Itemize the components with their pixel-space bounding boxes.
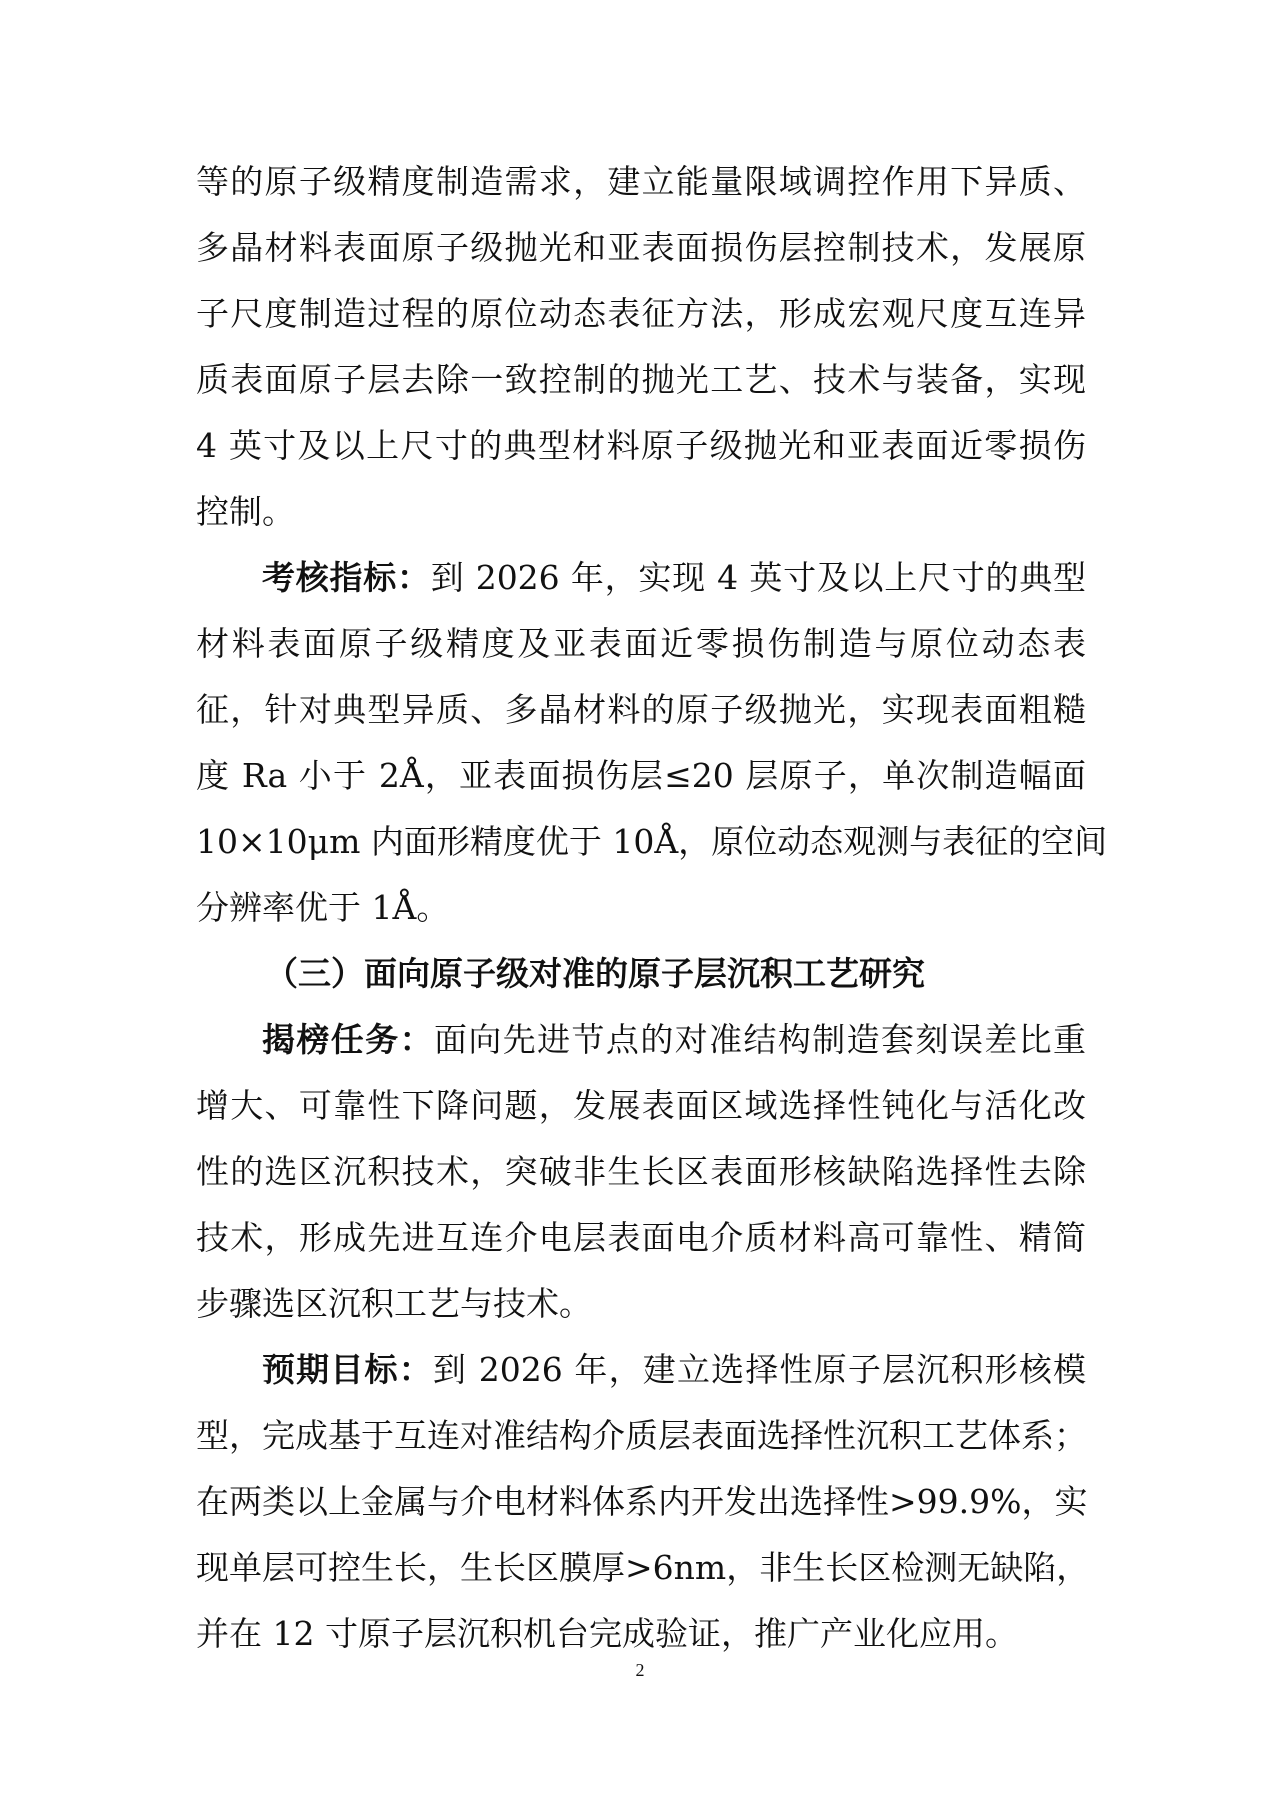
text-line: 多晶材料表面原子级抛光和亚表面损伤层控制技术，发展原 bbox=[196, 228, 1086, 267]
text-line bbox=[262, 1337, 1086, 1403]
text-line: 4 英寸及以上尺寸的典型材料原子级抛光和亚表面近零损伤 bbox=[196, 426, 1086, 465]
assessment-indicators-heading: 考核指标： bbox=[262, 558, 431, 597]
text-line: 材料表面原子级精度及亚表面近零损伤制造与原位动态表 bbox=[196, 624, 1086, 663]
text-line-content: 到 2026 年，实现 4 英寸及以上尺寸的典型 bbox=[430, 558, 1087, 597]
text-line: 征，针对典型异质、多晶材料的原子级抛光，实现表面粗糙 bbox=[196, 690, 1086, 729]
section-heading: （三）面向原子级对准的原子层沉积工艺研究 bbox=[265, 954, 925, 993]
text-line: 并在 12 寸原子层沉积机台完成验证，推广产业化应用。 bbox=[196, 1614, 1018, 1653]
page-number: 2 bbox=[635, 1660, 645, 1680]
open-task-heading: 揭榜任务： bbox=[262, 1020, 434, 1059]
text-line: 分辨率优于 1Å。 bbox=[196, 888, 450, 927]
text-line-content: 面向先进节点的对准结构制造套刻误差比重 bbox=[433, 1020, 1087, 1059]
text-line: 增大、可靠性下降问题，发展表面区域选择性钝化与活化改 bbox=[196, 1086, 1086, 1125]
text-line bbox=[262, 545, 1086, 611]
text-line bbox=[262, 1007, 1086, 1073]
text-line: 性的选区沉积技术，突破非生长区表面形核缺陷选择性去除 bbox=[196, 1152, 1086, 1191]
expected-goals-heading: 预期目标： bbox=[262, 1350, 433, 1389]
text-line: 技术，形成先进互连介电层表面电介质材料高可靠性、精简 bbox=[196, 1218, 1086, 1257]
text-line: 10×10μm 内面形精度优于 10Å，原位动态观测与表征的空间 bbox=[196, 822, 1108, 861]
text-line: 型，完成基于互连对准结构介质层表面选择性沉积工艺体系； bbox=[196, 1416, 1087, 1455]
text-line: 现单层可控生长，生长区膜厚>6nm，非生长区检测无缺陷， bbox=[196, 1548, 1090, 1587]
text-line: 控制。 bbox=[196, 492, 295, 531]
text-line: 度 Ra 小于 2Å，亚表面损伤层≤20 层原子，单次制造幅面 bbox=[196, 756, 1086, 795]
text-line-content: 到 2026 年，建立选择性原子层沉积形核模 bbox=[432, 1350, 1086, 1389]
text-line: 步骤选区沉积工艺与技术。 bbox=[196, 1284, 592, 1323]
text-line: 子尺度制造过程的原位动态表征方法，形成宏观尺度互连异 bbox=[196, 294, 1086, 333]
text-line: 等的原子级精度制造需求，建立能量限域调控作用下异质、 bbox=[196, 162, 1086, 201]
text-line: 质表面原子层去除一致控制的抛光工艺、技术与装备，实现 bbox=[196, 360, 1086, 399]
text-line: 在两类以上金属与介电材料体系内开发出选择性>99.9%，实 bbox=[196, 1482, 1088, 1521]
